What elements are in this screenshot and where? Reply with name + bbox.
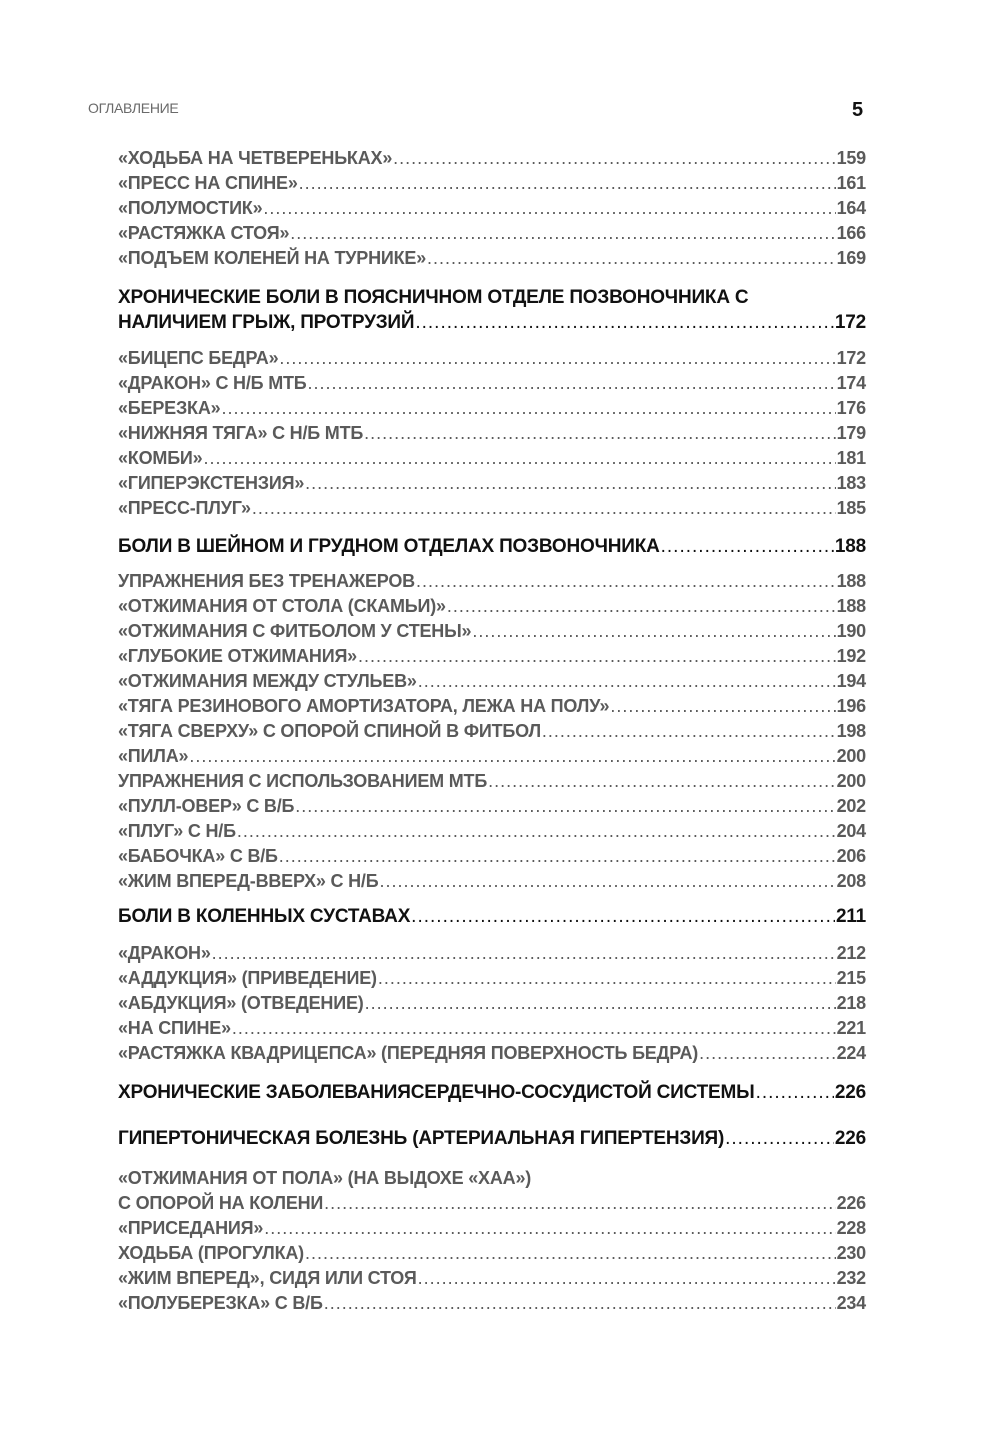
toc-entry-title: «АБДУКЦИЯ» (ОТВЕДЕНИЕ) — [118, 993, 364, 1013]
toc-entry-title: НАЛИЧИЕМ ГРЫЖ, ПРОТРУЗИЙ — [118, 312, 415, 333]
toc-entry[interactable] — [118, 396, 866, 421]
toc-entry-title: «ЖИМ ВПЕРЕД», СИДЯ ИЛИ СТОЯ — [118, 1268, 417, 1288]
toc-entry-title: «ОТЖИМАНИЯ МЕЖДУ СТУЛЬЕВ» — [118, 671, 417, 691]
toc-heading-line[interactable] — [118, 904, 866, 929]
dot-leader — [237, 819, 836, 844]
toc-entry-page: 218 — [836, 993, 866, 1013]
toc-entry[interactable] — [118, 1191, 866, 1216]
dot-leader — [290, 221, 835, 246]
toc-entry-title: «РАСТЯЖКА СТОЯ» — [118, 223, 290, 243]
toc-entry-title: «ДРАКОН» — [118, 943, 211, 963]
dot-leader — [221, 396, 835, 421]
toc-entry-page: 230 — [836, 1243, 866, 1263]
toc-entry[interactable] — [118, 171, 866, 196]
toc-entry-page: 211 — [835, 906, 866, 927]
toc-entry-title: ХРОНИЧЕСКИЕ ЗАБОЛЕВАНИЯСЕРДЕЧНО-СОСУДИСТОЙ СИСТЕМЫ — [118, 1082, 755, 1103]
dot-leader — [379, 869, 835, 894]
toc-entry[interactable] — [118, 1041, 866, 1066]
toc-heading-line[interactable] — [118, 534, 866, 559]
toc-entry-title: ХОДЬБА (ПРОГУЛКА) — [118, 1243, 304, 1263]
dot-leader — [756, 1080, 834, 1105]
toc-entry-title: «ПОДЪЕМ КОЛЕНЕЙ НА ТУРНИКЕ» — [118, 248, 427, 268]
toc-entry-group — [118, 941, 866, 1066]
toc-heading-line[interactable] — [118, 310, 866, 335]
dot-leader — [661, 534, 834, 559]
dot-leader — [378, 966, 836, 991]
toc-entry-page: 190 — [836, 621, 866, 641]
toc-entry-title: ХРОНИЧЕСКИЕ БОЛИ В ПОЯСНИЧНОМ ОТДЕЛЕ ПОЗВОНОЧНИКА С — [118, 287, 749, 308]
toc-section-heading — [118, 285, 866, 335]
toc-entry[interactable] — [118, 1266, 866, 1291]
dot-leader — [305, 1241, 836, 1266]
toc-entry-title: «НА СПИНЕ» — [118, 1018, 231, 1038]
dot-leader — [308, 371, 836, 396]
dot-leader — [447, 594, 836, 619]
toc-entry[interactable] — [118, 966, 866, 991]
toc-heading-line[interactable] — [118, 285, 866, 310]
toc-entry[interactable] — [118, 446, 866, 471]
toc-entry-title: ГИПЕРТОНИЧЕСКАЯ БОЛЕЗНЬ (АРТЕРИАЛЬНАЯ ГИПЕРТЕНЗИЯ) — [118, 1128, 725, 1149]
toc-entry[interactable] — [118, 941, 866, 966]
dot-leader — [725, 1126, 834, 1151]
toc-entry[interactable] — [118, 619, 866, 644]
toc-entry[interactable] — [118, 869, 866, 894]
toc-entry-title: «ПЛУГ» С Н/Б — [118, 821, 236, 841]
toc-entry[interactable] — [118, 991, 866, 1016]
toc-entry-title: «ПОЛУМОСТИК» — [118, 198, 263, 218]
toc-entry[interactable] — [118, 719, 866, 744]
toc-entry[interactable] — [118, 421, 866, 446]
dot-leader — [279, 844, 836, 869]
toc-entry-page: 224 — [836, 1043, 866, 1063]
toc-entry-title: «ЖИМ ВПЕРЕД-ВВЕРХ» С Н/Б — [118, 871, 379, 891]
toc-section-heading — [118, 904, 866, 929]
toc-entry[interactable] — [118, 669, 866, 694]
toc-entry-page: 200 — [836, 746, 866, 766]
toc-entry-page: 172 — [836, 348, 866, 368]
dot-leader — [472, 619, 835, 644]
dot-leader — [542, 719, 836, 744]
toc-entry-page: 188 — [834, 536, 866, 557]
toc-entry-title: УПРАЖНЕНИЯ С ИСПОЛЬЗОВАНИЕМ МТБ — [118, 771, 488, 791]
toc-entry-title: «БАБОЧКА» С В/Б — [118, 846, 278, 866]
dot-leader — [295, 794, 835, 819]
toc-entry-group — [118, 346, 866, 521]
toc-entry[interactable] — [118, 1016, 866, 1041]
dot-leader — [488, 769, 836, 794]
toc-entry-page: 226 — [834, 1082, 866, 1103]
toc-entry-page: 232 — [836, 1268, 866, 1288]
toc-entry-title: С ОПОРОЙ НА КОЛЕНИ — [118, 1193, 324, 1213]
toc-entry-page: 221 — [836, 1018, 866, 1038]
toc-entry-page: 161 — [836, 173, 866, 193]
dot-leader — [264, 1216, 835, 1241]
toc-entry-title: «БЕРЕЗКА» — [118, 398, 221, 418]
toc-entry-title: «ПУЛЛ-ОВЕР» С В/Б — [118, 796, 295, 816]
toc-entry[interactable] — [118, 221, 866, 246]
toc-entry-page: 181 — [836, 448, 866, 468]
toc-entry-page: 164 — [836, 198, 866, 218]
toc-entry-page: 226 — [836, 1193, 866, 1213]
toc-entry-title: «АДДУКЦИЯ» (ПРИВЕДЕНИЕ) — [118, 968, 377, 988]
toc-entry-page: 188 — [836, 571, 866, 591]
toc-entry[interactable] — [118, 346, 866, 371]
toc-entry[interactable] — [118, 569, 866, 594]
toc-entry-page: 234 — [836, 1293, 866, 1313]
toc-entry[interactable] — [118, 246, 866, 271]
toc-entry[interactable] — [118, 594, 866, 619]
toc-entry-page: 183 — [836, 473, 866, 493]
dot-leader — [263, 196, 835, 221]
toc-entry[interactable] — [118, 1166, 866, 1191]
dot-leader — [699, 1041, 836, 1066]
toc-entry[interactable] — [118, 844, 866, 869]
dot-leader — [415, 310, 834, 335]
toc-entry[interactable] — [118, 694, 866, 719]
toc-entry-page: 196 — [836, 696, 866, 716]
dot-leader — [212, 941, 836, 966]
toc-entry-title: «ОТЖИМАНИЯ С ФИТБОЛОМ У СТЕНЫ» — [118, 621, 472, 641]
toc-entry-title: «ПОЛУБЕРЕЗКА» С В/Б — [118, 1293, 323, 1313]
toc-entry[interactable] — [118, 1291, 866, 1316]
toc-entry-group — [118, 1166, 866, 1316]
dot-leader — [393, 146, 835, 171]
toc-entry-title: «ГЛУБОКИЕ ОТЖИМАНИЯ» — [118, 646, 357, 666]
toc-entry-page: 174 — [836, 373, 866, 393]
dot-leader — [418, 669, 836, 694]
toc-entry-page: 176 — [836, 398, 866, 418]
toc-entry-title: «ДРАКОН» С Н/Б МТБ — [118, 373, 307, 393]
toc-entry[interactable] — [118, 819, 866, 844]
toc-entry-group — [118, 146, 866, 271]
toc-entry-page: 200 — [836, 771, 866, 791]
toc-entry[interactable] — [118, 196, 866, 221]
dot-leader — [416, 569, 836, 594]
toc-entry-title: «НИЖНЯЯ ТЯГА» С Н/Б МТБ — [118, 423, 364, 443]
toc-entry-title: «ОТЖИМАНИЯ ОТ СТОЛА (СКАМЬИ)» — [118, 596, 446, 616]
toc-entry-page: 159 — [836, 148, 866, 168]
running-head: ОГЛАВЛЕНИЕ — [88, 100, 179, 116]
toc-entry[interactable] — [118, 496, 866, 521]
toc-entry-page: 194 — [836, 671, 866, 691]
toc-section-heading — [118, 1080, 866, 1105]
toc-entry-page: 226 — [834, 1128, 866, 1149]
dot-leader — [189, 744, 835, 769]
toc-entry-page: 208 — [836, 871, 866, 891]
toc-entry-title: «ПИЛА» — [118, 746, 189, 766]
toc-entry-title: УПРАЖНЕНИЯ БЕЗ ТРЕНАЖЕРОВ — [118, 571, 415, 591]
toc-entry[interactable] — [118, 471, 866, 496]
dot-leader — [427, 246, 836, 271]
toc-entry-page: 192 — [836, 646, 866, 666]
toc-entry-title: «ОТЖИМАНИЯ ОТ ПОЛА» (НА ВЫДОХЕ «ХАА») — [118, 1168, 532, 1188]
toc-entry-title: «ПРЕСС-ПЛУГ» — [118, 498, 251, 518]
toc-entry-title: «ТЯГА РЕЗИНОВОГО АМОРТИЗАТОРА, ЛЕЖА НА ПОЛУ» — [118, 696, 610, 716]
toc-entry-title: «ГИПЕРЭКСТЕНЗИЯ» — [118, 473, 305, 493]
table-of-contents — [118, 146, 866, 1316]
toc-entry-page: 172 — [834, 312, 866, 333]
toc-entry-group — [118, 569, 866, 894]
dot-leader — [279, 346, 835, 371]
toc-entry[interactable] — [118, 1216, 866, 1241]
toc-entry-title: «ХОДЬБА НА ЧЕТВЕРЕНЬКАХ» — [118, 148, 393, 168]
toc-section-heading — [118, 534, 866, 559]
toc-entry[interactable] — [118, 1241, 866, 1266]
dot-leader — [324, 1191, 835, 1216]
toc-heading-line[interactable] — [118, 1126, 866, 1151]
toc-entry-title: «БИЦЕПС БЕДРА» — [118, 348, 279, 368]
toc-section-heading — [118, 1126, 866, 1151]
toc-entry-page: 212 — [836, 943, 866, 963]
dot-leader — [364, 421, 835, 446]
dot-leader — [418, 1266, 836, 1291]
dot-leader — [324, 1291, 836, 1316]
toc-entry[interactable] — [118, 769, 866, 794]
dot-leader — [203, 446, 835, 471]
toc-entry-title: «ПРИСЕДАНИЯ» — [118, 1218, 264, 1238]
toc-entry[interactable] — [118, 146, 866, 171]
toc-entry-page: 166 — [836, 223, 866, 243]
dot-leader — [232, 1016, 836, 1041]
toc-entry-title: «ТЯГА СВЕРХУ» С ОПОРОЙ СПИНОЙ В ФИТБОЛ — [118, 721, 541, 741]
dot-leader — [252, 496, 836, 521]
toc-entry-page: 228 — [836, 1218, 866, 1238]
toc-entry-page: 215 — [836, 968, 866, 988]
dot-leader — [358, 644, 836, 669]
toc-entry[interactable] — [118, 371, 866, 396]
dot-leader — [610, 694, 835, 719]
toc-entry-title: БОЛИ В КОЛЕННЫХ СУСТАВАХ — [118, 906, 411, 927]
page-number: 5 — [852, 99, 864, 121]
toc-entry-page: 202 — [836, 796, 866, 816]
toc-entry-page: 169 — [836, 248, 866, 268]
dot-leader — [299, 171, 836, 196]
dot-leader — [305, 471, 835, 496]
dot-leader — [365, 991, 836, 1016]
toc-entry-page: 185 — [836, 498, 866, 518]
dot-leader — [411, 904, 835, 929]
toc-entry-page: 206 — [836, 846, 866, 866]
toc-entry-page: 179 — [836, 423, 866, 443]
toc-entry-page: 204 — [836, 821, 866, 841]
toc-entry-title: «КОМБИ» — [118, 448, 203, 468]
toc-entry-title: «ПРЕСС НА СПИНЕ» — [118, 173, 298, 193]
toc-entry[interactable] — [118, 744, 866, 769]
toc-entry-title: БОЛИ В ШЕЙНОМ И ГРУДНОМ ОТДЕЛАХ ПОЗВОНОЧНИКА — [118, 536, 660, 557]
toc-entry[interactable] — [118, 644, 866, 669]
toc-entry[interactable] — [118, 794, 866, 819]
toc-entry-page: 198 — [836, 721, 866, 741]
toc-entry-page: 188 — [836, 596, 866, 616]
toc-entry-title: «РАСТЯЖКА КВАДРИЦЕПСА» (ПЕРЕДНЯЯ ПОВЕРХНОСТЬ БЕДРА) — [118, 1043, 699, 1063]
toc-heading-line[interactable] — [118, 1080, 866, 1105]
